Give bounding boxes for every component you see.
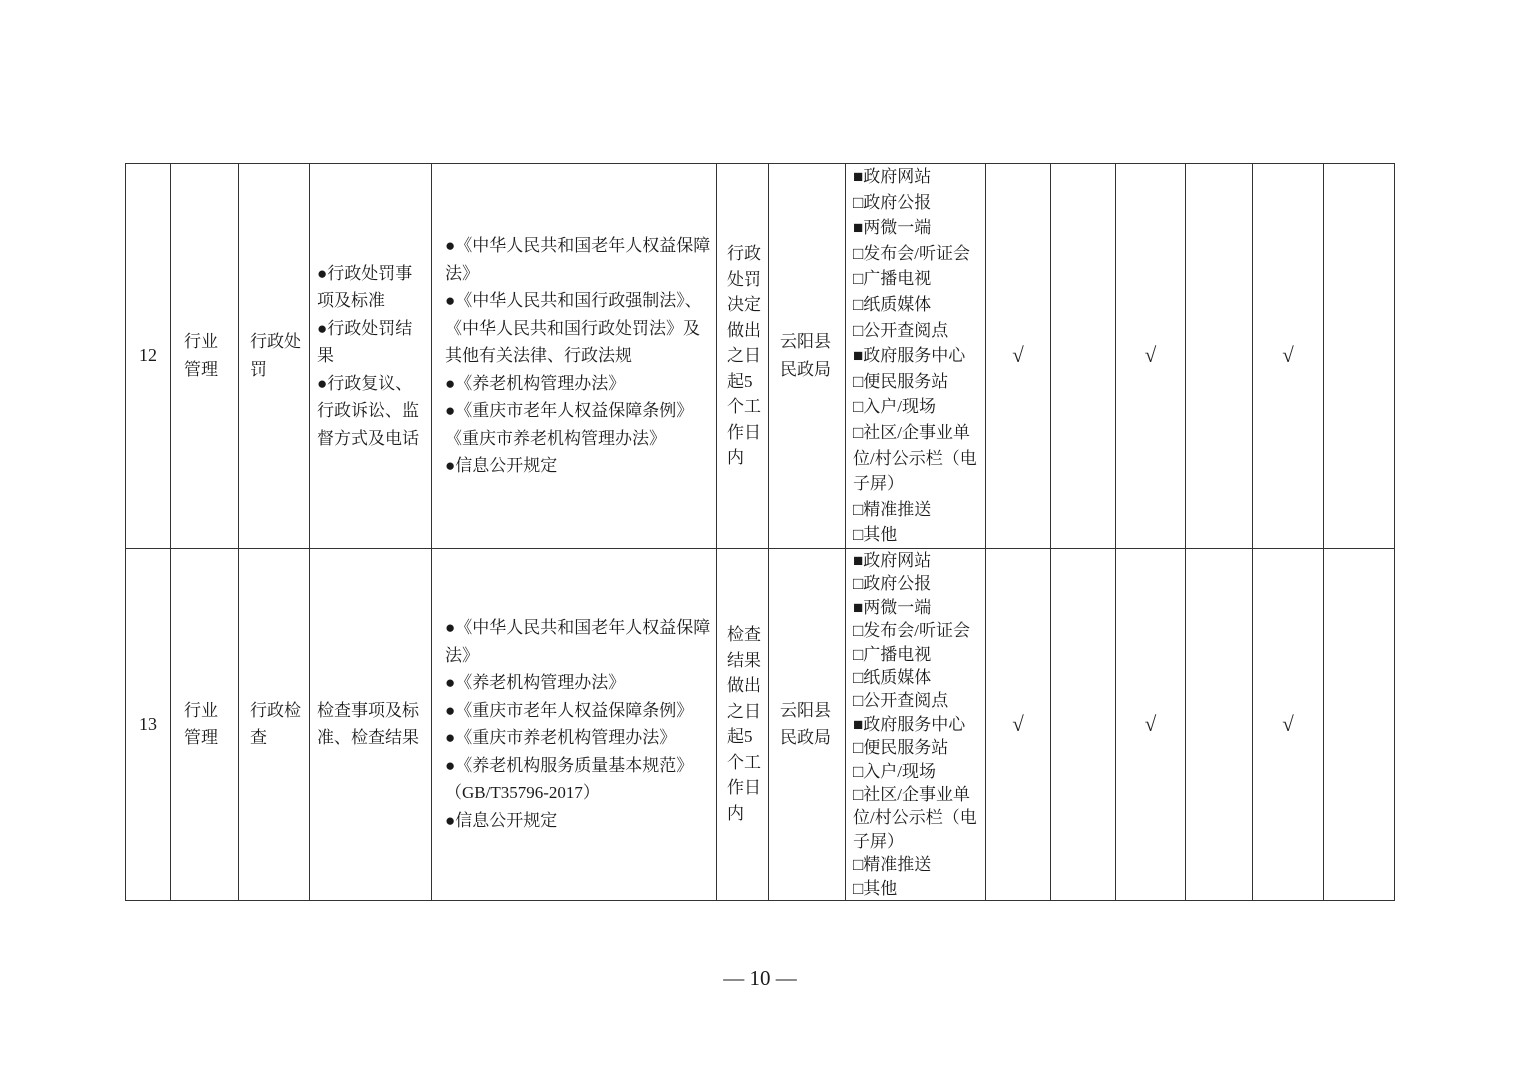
channel-label: 公开查阅点 — [863, 691, 949, 711]
channel-option — [853, 266, 982, 292]
row-category: 行业管理 — [171, 548, 239, 900]
channel-label: 发布会/听证会 — [863, 621, 971, 641]
channel-label: 精准推送 — [863, 855, 932, 875]
agency-cell: 云阳县民政局 — [769, 164, 846, 549]
legal-basis-cell — [432, 164, 717, 549]
channel-option — [853, 241, 982, 267]
channel-label: 入户/现场 — [863, 397, 937, 417]
channel-option — [853, 877, 982, 900]
channel-option — [853, 713, 982, 736]
checkbox-icon: □ — [853, 621, 864, 641]
channel-option — [853, 619, 982, 642]
checkbox-icon: ■ — [853, 597, 864, 617]
channel-label: 广播电视 — [863, 644, 932, 664]
disclosure-content-cell — [310, 164, 432, 549]
list-item: ●《养老机构服务质量基本规范》（GB/T35796-2017） — [445, 755, 694, 803]
channel-label: 便民服务站 — [863, 371, 949, 391]
channel-option — [853, 215, 982, 241]
row-matter: 行政检查 — [239, 548, 310, 900]
channel-label: 政府网站 — [863, 550, 932, 570]
list-item: ●《中华人民共和国老年人权益保障法》 — [445, 236, 711, 283]
channels-cell — [846, 548, 986, 900]
check-mark-cell — [1186, 164, 1253, 549]
checkbox-icon: □ — [853, 371, 864, 391]
check-mark-cell — [1051, 548, 1116, 900]
check-mark-cell — [1186, 548, 1253, 900]
check-mark-cell — [1324, 548, 1395, 900]
list-item: ●信息公开规定 — [445, 456, 558, 476]
channel-option — [853, 164, 982, 190]
channel-option — [853, 853, 982, 876]
check-mark-cell: √ — [1253, 164, 1324, 549]
checkbox-icon: □ — [853, 855, 864, 875]
channel-option — [853, 783, 982, 853]
checkbox-icon: □ — [853, 192, 864, 212]
list-item: ●《养老机构管理办法》 — [445, 373, 626, 393]
channel-label: 政府公报 — [863, 192, 932, 212]
check-mark-cell — [1051, 164, 1116, 549]
channel-label: 纸质媒体 — [863, 667, 932, 687]
disclosure-table — [125, 163, 1395, 901]
checkbox-icon: □ — [853, 574, 864, 594]
channel-option — [853, 343, 982, 369]
checkbox-icon: ■ — [853, 346, 864, 366]
channel-option — [853, 643, 982, 666]
channel-label: 政府公报 — [863, 574, 932, 594]
row-category: 行业管理 — [171, 164, 239, 549]
basis-item-list — [445, 232, 713, 480]
row-seq: 13 — [126, 548, 171, 900]
checkbox-icon: ■ — [853, 550, 864, 570]
check-mark-cell — [1324, 164, 1395, 549]
channel-label: 精准推送 — [863, 499, 932, 519]
channel-option — [853, 689, 982, 712]
list-item: ●《重庆市老年人权益保障条例》《重庆市养老机构管理办法》 — [445, 401, 694, 448]
channel-option — [853, 596, 982, 619]
list-item: ●《重庆市老年人权益保障条例》 — [445, 700, 694, 720]
agency-cell: 云阳县民政局 — [769, 548, 846, 900]
checkbox-icon: ■ — [853, 714, 864, 734]
channel-label: 社区/企事业单位/村公示栏（电子屏） — [853, 422, 977, 494]
channel-label: 社区/企事业单位/村公示栏（电子屏） — [853, 784, 977, 851]
channel-label: 纸质媒体 — [863, 294, 932, 314]
row-seq: 12 — [126, 164, 171, 549]
check-mark-cell: √ — [1116, 548, 1186, 900]
channel-label: 其他 — [863, 525, 898, 545]
table-row-13 — [126, 548, 1395, 900]
content-item-list — [317, 260, 424, 453]
list-item: ●《重庆市养老机构管理办法》 — [445, 728, 677, 748]
channel-option — [853, 190, 982, 216]
basis-item-list — [445, 614, 713, 834]
channel-label: 公开查阅点 — [863, 320, 949, 340]
channel-option — [853, 666, 982, 689]
checkbox-icon: □ — [853, 422, 864, 442]
checkbox-icon: □ — [853, 525, 864, 545]
check-mark-cell: √ — [1253, 548, 1324, 900]
channel-option — [853, 394, 982, 420]
checkbox-icon: ■ — [853, 218, 864, 238]
channel-label: 广播电视 — [863, 269, 932, 289]
check-mark-cell: √ — [986, 548, 1051, 900]
checkbox-icon: □ — [853, 499, 864, 519]
channel-option — [853, 522, 982, 548]
channel-option — [853, 497, 982, 523]
check-mark-cell: √ — [986, 164, 1051, 549]
channel-option — [853, 760, 982, 783]
row-matter: 行政处罚 — [239, 164, 310, 549]
checkbox-icon: □ — [853, 269, 864, 289]
list-item: ●《中华人民共和国老年人权益保障法》 — [445, 618, 711, 665]
checkbox-icon: □ — [853, 691, 864, 711]
channel-list — [853, 549, 982, 900]
checkbox-icon: □ — [853, 397, 864, 417]
list-item: ●行政处罚结果 — [317, 318, 413, 366]
checkbox-icon: □ — [853, 667, 864, 687]
checkbox-icon: □ — [853, 738, 864, 758]
channel-option — [853, 292, 982, 318]
channel-option — [853, 736, 982, 759]
channel-label: 两微一端 — [863, 597, 932, 617]
list-item: ●行政处罚事项及标准 — [317, 263, 413, 311]
list-item: ●《中华人民共和国行政强制法》、《中华人民共和国行政处罚法》及其他有关法律、行政法规 — [445, 291, 702, 366]
channel-list — [853, 164, 982, 548]
checkbox-icon: □ — [853, 294, 864, 314]
list-item: 检查事项及标准、检查结果 — [317, 700, 419, 748]
checkbox-icon: ■ — [853, 167, 864, 186]
checkbox-icon: □ — [853, 878, 864, 898]
checkbox-icon: □ — [853, 243, 864, 263]
check-mark-cell: √ — [1116, 164, 1186, 549]
channel-label: 其他 — [863, 878, 898, 898]
channel-label: 便民服务站 — [863, 738, 949, 758]
checkbox-icon: □ — [853, 784, 864, 804]
time-limit-cell: 行政处罚决定做出之日起5个工作日内 — [717, 164, 769, 549]
channel-label: 政府服务中心 — [863, 346, 966, 366]
channel-label: 发布会/听证会 — [863, 243, 971, 263]
channels-cell — [846, 164, 986, 549]
time-limit-cell: 检查结果做出之日起5个工作日内 — [717, 548, 769, 900]
checkbox-icon: □ — [853, 320, 864, 340]
list-item: ●行政复议、行政诉讼、监督方式及电话 — [317, 373, 419, 448]
channel-label: 入户/现场 — [863, 761, 937, 781]
page-number: — 10 — — [723, 966, 797, 990]
channel-label: 政府服务中心 — [863, 714, 966, 734]
channel-option — [853, 572, 982, 595]
legal-basis-cell — [432, 548, 717, 900]
list-item: ●信息公开规定 — [445, 810, 558, 830]
table-row-12 — [126, 164, 1395, 549]
channel-option — [853, 318, 982, 344]
content-item-list — [317, 697, 424, 752]
list-item: ●《养老机构管理办法》 — [445, 673, 626, 693]
channel-option — [853, 420, 982, 497]
channel-option — [853, 369, 982, 395]
disclosure-content-cell — [310, 548, 432, 900]
channel-option — [853, 549, 982, 572]
checkbox-icon: □ — [853, 644, 864, 664]
channel-label: 政府网站 — [863, 167, 932, 186]
channel-label: 两微一端 — [863, 218, 932, 238]
checkbox-icon: □ — [853, 761, 864, 781]
